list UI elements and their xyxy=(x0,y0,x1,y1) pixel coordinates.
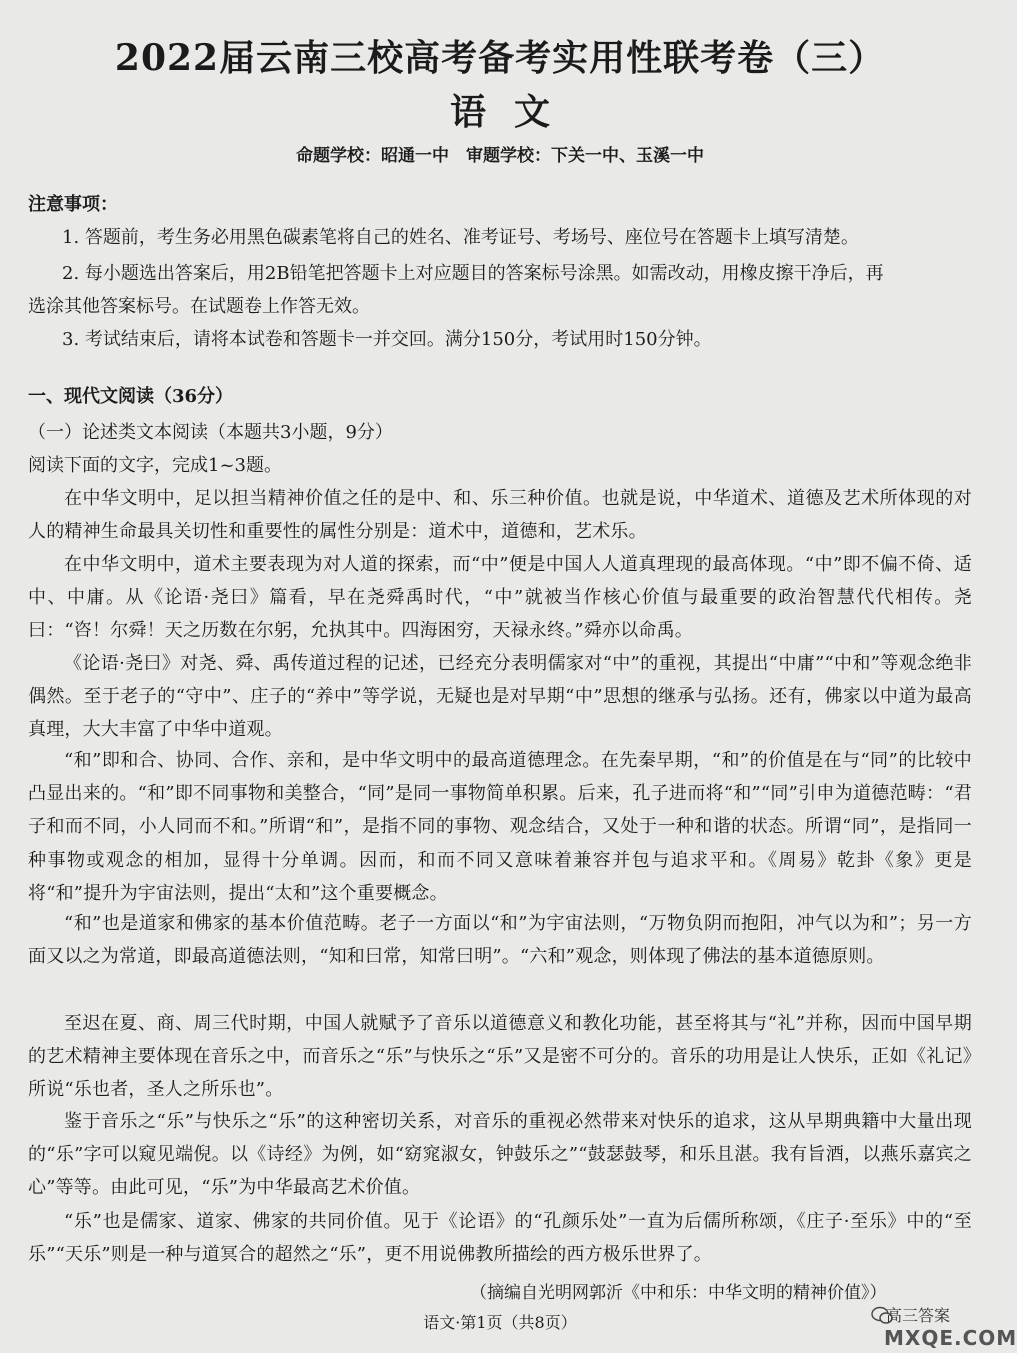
watermark-label: 高三答案 xyxy=(886,1306,951,1325)
notice-item-2: 2. 每小题选出答案后，用2B铅笔把答题卡上对应题目的答案标号涂黑。如需改动，用橡皮擦干净后，再 xyxy=(62,263,884,284)
subsection-heading: （一）论述类文本阅读（本题共3小题，9分） xyxy=(28,422,393,443)
notice-item-2-continued: 选涂其他答案标号。在试题卷上作答无效。 xyxy=(28,296,370,317)
passage-paragraph-1: 在中华文明中，足以担当精神价值之任的是中、和、乐三种价值。也就是说，中华道术、道德及艺术所体现的对人的精神生命最具关切性和重要性的属性分别是：道术中，道德和，艺术乐。 xyxy=(28,488,972,543)
notice-item-3: 3. 考试结束后，请将本试卷和答题卡一并交回。满分150分，考试用时150分钟。 xyxy=(62,329,712,350)
passage-paragraph-8: “乐”也是儒家、道家、佛家的共同价值。见于《论语》的“孔颜乐处”一直为后儒所称颂，《庄子·至乐》中的“至乐”“天乐”则是一种与道冥合的超然之“乐”，更不用说佛教所描绘的西方极乐世界了。 xyxy=(28,1211,972,1266)
section-heading: 一、现代文阅读（36分） xyxy=(28,386,234,407)
watermark-site: MXQE.COM xyxy=(884,1326,1017,1350)
subject-title: 语文 xyxy=(449,91,578,133)
notice-item-1: 1. 答题前，考生务必用黑色碳素笔将自己的姓名、准考证号、考场号、座位号在答题卡上填写清楚。 xyxy=(62,227,859,248)
passage-paragraph-3: 《论语·尧曰》对尧、舜、禹传道过程的记述，已经充分表明儒家对“中”的重视，其提出“中庸”“中和”等观念绝非偶然。至于老子的“守中”、庄子的“养中”等学说，无疑也是对早期“中”思想的继承与弘扬。还有，佛家以中道为最高真理，大大丰富了中华中道观。 xyxy=(28,653,972,741)
passage-source: （摘编自光明网郭沂《中和乐：中华文明的精神价值》） xyxy=(470,1283,887,1303)
passage-paragraph-5: “和”也是道家和佛家的基本价值范畴。老子一方面以“和”为宇宙法则，“万物负阴而抱阳，冲气以为和”；另一方面又以之为常道，即最高道德法则，“知和曰常，知常曰明”。“六和”观念，则体现了佛法的基本道德原则。 xyxy=(28,913,972,968)
passage-paragraph-2: 在中华文明中，道术主要表现为对人道的探索，而“中”便是中国人人道真理现的最高体现。“中”即不偏不倚、适中、中庸。从《论语·尧曰》篇看，早在尧舜禹时代，“中”就被当作核心价值与最重要的政治智慧代代相传。尧曰：“咨！尔舜！天之历数在尔躬，允执其中。四海困穷，天禄永终。”舜亦以命禹。 xyxy=(28,554,972,642)
passage-paragraph-4: “和”即和合、协同、合作、亲和，是中华文明中的最高道德理念。在先秦早期，“和”的价值是在与“同”的比较中凸显出来的。“和”即不同事物和美整合，“同”是同一事物简单积累。后来，孔子进而将“和”“同”引申为道德范畴：“君子和而不同，小人同而不和。”所谓“和”，是指不同的事物、观念结合，又处于一种和谐的状态。所谓“同”，是指同一种事物或观念的相加，显得十分单调。因而，和而不同又意味着兼容并包与追求平和。《周易》乾卦《象》更是将“和”提升为宇宙法则，提出“太和”这个重要概念。 xyxy=(28,750,972,904)
exam-title: 2022届云南三校高考备考实用性联考卷（三） xyxy=(114,37,886,79)
reading-instruction: 阅读下面的文字，完成1~3题。 xyxy=(28,455,282,476)
school-info: 命题学校：昭通一中 审题学校：下关一中、玉溪一中 xyxy=(296,146,704,166)
passage-paragraph-7: 鉴于音乐之“乐”与快乐之“乐”的这种密切关系，对音乐的重视必然带来对快乐的追求，这从早期典籍中大量出现的“乐”字可以窥见端倪。以《诗经》为例，如“窈窕淑女，钟鼓乐之”“鼓瑟鼓琴，和乐且湛。我有旨酒，以燕乐嘉宾之心”等等。由此可见，“乐”为中华最高艺术价值。 xyxy=(28,1111,972,1199)
notice-heading: 注意事项： xyxy=(28,194,118,215)
passage-paragraph-6: 至迟在夏、商、周三代时期，中国人就赋予了音乐以道德意义和教化功能，甚至将其与“礼”并称，因而中国早期的艺术精神主要体现在音乐之中，而音乐之“乐”与快乐之“乐”又是密不可分的。音乐的功用是让人快乐，正如《礼记》所说“乐也者，圣人之所乐也”。 xyxy=(28,1013,972,1101)
page-footer: 语文·第1页（共8页） xyxy=(423,1313,577,1332)
